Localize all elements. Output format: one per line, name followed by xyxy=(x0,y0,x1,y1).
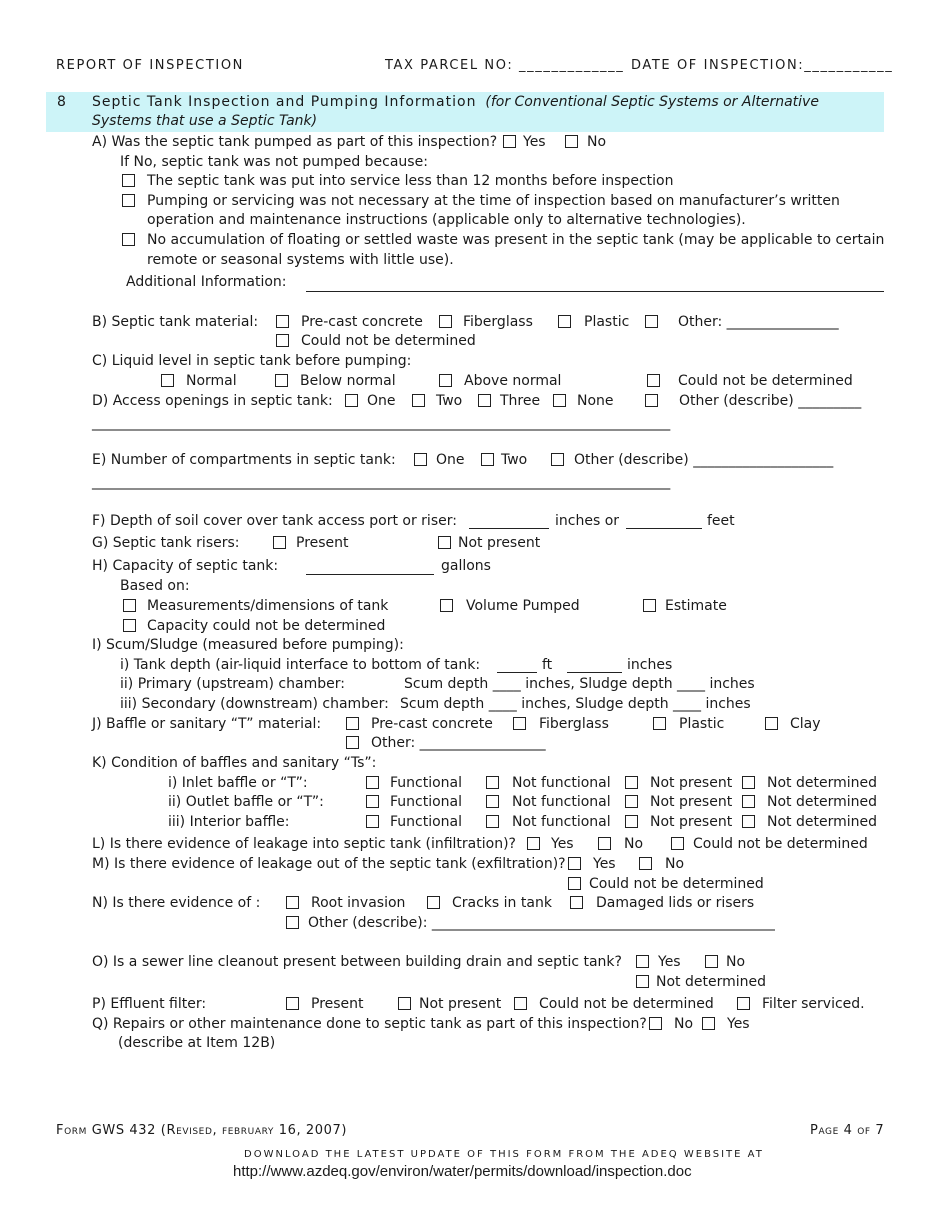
qj-other-checkbox[interactable] xyxy=(346,736,359,749)
qj-plastic-label: Plastic xyxy=(679,716,725,732)
qk-outlet-not-present-checkbox[interactable] xyxy=(625,795,638,808)
qi-primary-values[interactable]: Scum depth ____ inches, Sludge depth ____ inches xyxy=(404,676,755,692)
qp-serviced-label: Filter serviced. xyxy=(762,996,865,1012)
qk-inlet-label: i) Inlet baffle or “T”: xyxy=(168,775,308,791)
download-notice: DOWNLOAD THE LATEST UPDATE OF THIS FORM FROM THE ADEQ WEBSITE AT xyxy=(244,1149,764,1160)
qc-normal-checkbox[interactable] xyxy=(161,374,174,387)
qb-cnd-checkbox[interactable] xyxy=(276,334,289,347)
ql-yes-label: Yes xyxy=(551,836,574,852)
qq-yes-label: Yes xyxy=(727,1016,750,1032)
qi-inches-label: inches xyxy=(627,657,673,673)
qh-estimate-checkbox[interactable] xyxy=(643,599,656,612)
qg-not-present-label: Not present xyxy=(458,535,541,551)
qm-yes-label: Yes xyxy=(593,856,616,872)
qc-normal-label: Normal xyxy=(186,373,237,389)
question-h: H) Capacity of septic tank: xyxy=(92,558,279,574)
qk-interior-functional-checkbox[interactable] xyxy=(366,815,379,828)
qp-not-present-label: Not present xyxy=(419,996,502,1012)
qg-present-label: Present xyxy=(296,535,349,551)
qn-cracks-label: Cracks in tank xyxy=(452,895,552,911)
qe-other-checkbox[interactable] xyxy=(551,453,564,466)
qc-above-label: Above normal xyxy=(464,373,562,389)
additional-info-line[interactable] xyxy=(306,291,884,292)
qk-not-determined-label: Not determined xyxy=(767,794,877,810)
qn-lids-checkbox[interactable] xyxy=(570,896,583,909)
qf-feet-label: feet xyxy=(707,513,735,529)
qp-present-checkbox[interactable] xyxy=(286,997,299,1010)
qh-based-on: Based on: xyxy=(120,578,190,594)
qo-yes-label: Yes xyxy=(658,954,681,970)
qp-not-present-checkbox[interactable] xyxy=(398,997,411,1010)
qi-inches-line[interactable] xyxy=(567,672,622,673)
qd-one-checkbox[interactable] xyxy=(345,394,358,407)
qb-precast-label: Pre-cast concrete xyxy=(301,314,423,330)
section-subtitle-cont: Systems that use a Septic Tank) xyxy=(92,113,318,129)
question-i: I) Scum/Sludge (measured before pumping): xyxy=(92,637,404,653)
qa-yes-checkbox[interactable] xyxy=(503,135,516,148)
ql-no-checkbox[interactable] xyxy=(598,837,611,850)
question-l: L) Is there evidence of leakage into septic tank (infiltration)? xyxy=(92,836,516,852)
qj-precast-label: Pre-cast concrete xyxy=(371,716,493,732)
qa-reason3-checkbox[interactable] xyxy=(122,233,135,246)
qo-nd-checkbox[interactable] xyxy=(636,975,649,988)
qp-serviced-checkbox[interactable] xyxy=(737,997,750,1010)
qh-estimate-label: Estimate xyxy=(665,598,727,614)
qg-not-present-checkbox[interactable] xyxy=(438,536,451,549)
question-o: O) Is a sewer line cleanout present between building drain and septic tank? xyxy=(92,954,622,970)
qa-reason3-label: No accumulation of floating or settled waste was present in the septic tank (may be applicable to certain xyxy=(147,232,885,248)
qd-two-checkbox[interactable] xyxy=(412,394,425,407)
ql-yes-checkbox[interactable] xyxy=(527,837,540,850)
qd-other-checkbox[interactable] xyxy=(645,394,658,407)
qe-two-label: Two xyxy=(501,452,528,468)
qj-precast-checkbox[interactable] xyxy=(346,717,359,730)
qe-other-field[interactable]: Other (describe) ____________________ xyxy=(574,452,834,468)
qc-cnd-label: Could not be determined xyxy=(678,373,853,389)
qh-volume-label: Volume Pumped xyxy=(466,598,580,614)
qa-no-checkbox[interactable] xyxy=(565,135,578,148)
question-e: E) Number of compartments in septic tank: xyxy=(92,452,396,468)
qo-yes-checkbox[interactable] xyxy=(636,955,649,968)
qe-one-label: One xyxy=(436,452,465,468)
question-a: A) Was the septic tank pumped as part of this inspection? xyxy=(92,134,498,150)
qj-fiberglass-checkbox[interactable] xyxy=(513,717,526,730)
qo-nd-label: Not determined xyxy=(656,974,766,990)
report-title: REPORT OF INSPECTION xyxy=(56,58,244,73)
qi-secondary-label: iii) Secondary (downstream) chamber: xyxy=(120,696,389,712)
qk-functional-label: Functional xyxy=(390,814,463,830)
qk-inlet-not-functional-checkbox[interactable] xyxy=(486,776,499,789)
question-m: M) Is there evidence of leakage out of the septic tank (exfiltration)? xyxy=(92,856,566,872)
ql-cnd-checkbox[interactable] xyxy=(671,837,684,850)
question-k: K) Condition of baffles and sanitary “Ts”: xyxy=(92,755,377,771)
qq-yes-checkbox[interactable] xyxy=(702,1017,715,1030)
qn-other-field[interactable]: Other (describe): _________________________________________________ xyxy=(308,915,775,931)
qj-clay-checkbox[interactable] xyxy=(765,717,778,730)
qk-not-present-label: Not present xyxy=(650,775,733,791)
qc-below-label: Below normal xyxy=(300,373,396,389)
qc-above-checkbox[interactable] xyxy=(439,374,452,387)
qc-cnd-checkbox[interactable] xyxy=(647,374,660,387)
qb-other-field[interactable]: Other: ________________ xyxy=(678,314,839,330)
qa-yes-label: Yes xyxy=(523,134,546,150)
qp-cnd-label: Could not be determined xyxy=(539,996,714,1012)
qf-inches-line[interactable] xyxy=(469,528,549,529)
qm-no-label: No xyxy=(665,856,685,872)
qq-no-checkbox[interactable] xyxy=(649,1017,662,1030)
qk-interior-not-present-checkbox[interactable] xyxy=(625,815,638,828)
qh-capacity-line[interactable] xyxy=(306,574,434,575)
qk-not-functional-label: Not functional xyxy=(512,775,611,791)
qk-not-present-label: Not present xyxy=(650,814,733,830)
qk-outlet-functional-checkbox[interactable] xyxy=(366,795,379,808)
qi-secondary-values[interactable]: Scum depth ____ inches, Sludge depth ____ inches xyxy=(400,696,751,712)
qi-ft-line[interactable] xyxy=(497,672,537,673)
qk-outlet-not-functional-checkbox[interactable] xyxy=(486,795,499,808)
qk-functional-label: Functional xyxy=(390,794,463,810)
qk-interior-not-determined-checkbox[interactable] xyxy=(742,815,755,828)
qd-one-label: One xyxy=(367,393,396,409)
qa-reason3-label-cont: remote or seasonal systems with little use). xyxy=(147,252,454,268)
qk-inlet-not-present-checkbox[interactable] xyxy=(625,776,638,789)
qn-cracks-checkbox[interactable] xyxy=(427,896,440,909)
qb-other-checkbox[interactable] xyxy=(645,315,658,328)
question-d: D) Access openings in septic tank: xyxy=(92,393,333,409)
download-link[interactable]: http://www.azdeq.gov/environ/water/permits/download/inspection.doc xyxy=(233,1163,692,1180)
qh-measurements-label: Measurements/dimensions of tank xyxy=(147,598,389,614)
qm-cnd-checkbox[interactable] xyxy=(568,877,581,890)
qe-one-checkbox[interactable] xyxy=(414,453,427,466)
ql-no-label: No xyxy=(624,836,644,852)
qm-yes-checkbox[interactable] xyxy=(568,857,581,870)
qd-none-label: None xyxy=(577,393,614,409)
qb-plastic-label: Plastic xyxy=(584,314,630,330)
page-number: Page 4 of 7 xyxy=(810,1123,885,1138)
qh-gallons-label: gallons xyxy=(441,558,491,574)
qf-inches-label: inches or xyxy=(555,513,620,529)
qj-clay-label: Clay xyxy=(790,716,821,732)
qq-no-label: No xyxy=(674,1016,694,1032)
qn-root-label: Root invasion xyxy=(311,895,406,911)
qk-interior-label: iii) Interior baffle: xyxy=(168,814,290,830)
qa-reason2-label-cont: operation and maintenance instructions (applicable only to alternative technologies). xyxy=(147,212,746,228)
qa-reason2-label: Pumping or servicing was not necessary at the time of inspection based on manufacturer’s written xyxy=(147,193,840,209)
qg-present-checkbox[interactable] xyxy=(273,536,286,549)
qj-plastic-checkbox[interactable] xyxy=(653,717,666,730)
qb-precast-checkbox[interactable] xyxy=(276,315,289,328)
qn-other-checkbox[interactable] xyxy=(286,916,299,929)
qa-reason1-checkbox[interactable] xyxy=(122,174,135,187)
question-f: F) Depth of soil cover over tank access port or riser: xyxy=(92,513,457,529)
qn-root-checkbox[interactable] xyxy=(286,896,299,909)
qa-no-label: No xyxy=(587,134,607,150)
qb-cnd-label: Could not be determined xyxy=(301,333,476,349)
qq-note: (describe at Item 12B) xyxy=(118,1035,276,1051)
qb-plastic-checkbox[interactable] xyxy=(558,315,571,328)
question-c: C) Liquid level in septic tank before pumping: xyxy=(92,353,412,369)
qb-fiberglass-checkbox[interactable] xyxy=(439,315,452,328)
qh-cnd-label: Capacity could not be determined xyxy=(147,618,386,634)
qk-not-functional-label: Not functional xyxy=(512,794,611,810)
qh-volume-checkbox[interactable] xyxy=(440,599,453,612)
qj-fiberglass-label: Fiberglass xyxy=(539,716,609,732)
question-n: N) Is there evidence of : xyxy=(92,895,261,911)
qb-fiberglass-label: Fiberglass xyxy=(463,314,533,330)
question-j: J) Baffle or sanitary “T” material: xyxy=(92,716,322,732)
qk-functional-label: Functional xyxy=(390,775,463,791)
qa-reason1-label: The septic tank was put into service less than 12 months before inspection xyxy=(147,173,674,189)
qp-cnd-checkbox[interactable] xyxy=(514,997,527,1010)
qd-three-checkbox[interactable] xyxy=(478,394,491,407)
qo-no-label: No xyxy=(726,954,746,970)
qk-outlet-not-determined-checkbox[interactable] xyxy=(742,795,755,808)
qa-if-no-text: If No, septic tank was not pumped because: xyxy=(120,154,428,170)
section-title-block xyxy=(92,93,882,131)
qm-cnd-label: Could not be determined xyxy=(589,876,764,892)
question-g: G) Septic tank risers: xyxy=(92,535,240,551)
qe-two-checkbox[interactable] xyxy=(481,453,494,466)
qd-describe-line[interactable]: _____________________________________________________________________________________ xyxy=(92,415,671,431)
qn-lids-label: Damaged lids or risers xyxy=(596,895,755,911)
qk-interior-not-functional-checkbox[interactable] xyxy=(486,815,499,828)
qd-three-label: Three xyxy=(500,393,541,409)
qj-other-field[interactable]: Other: __________________ xyxy=(371,735,546,751)
qk-inlet-not-determined-checkbox[interactable] xyxy=(742,776,755,789)
qk-not-functional-label: Not functional xyxy=(512,814,611,830)
inspection-date-field[interactable]: DATE OF INSPECTION:___________ xyxy=(631,58,894,73)
additional-info-label: Additional Information: xyxy=(126,274,287,290)
qi-primary-label: ii) Primary (upstream) chamber: xyxy=(120,676,345,692)
qe-describe-line[interactable]: _____________________________________________________________________________________ xyxy=(92,474,671,490)
qh-cnd-checkbox[interactable] xyxy=(123,619,136,632)
qp-present-label: Present xyxy=(311,996,364,1012)
qd-none-checkbox[interactable] xyxy=(553,394,566,407)
qd-other-field[interactable]: Other (describe) _________ xyxy=(679,393,862,409)
qc-below-checkbox[interactable] xyxy=(275,374,288,387)
form-number: Form GWS 432 (Revised, february 16, 2007) xyxy=(56,1123,348,1138)
question-p: P) Effluent filter: xyxy=(92,996,207,1012)
section-title: Septic Tank Inspection and Pumping Information xyxy=(92,94,477,110)
qk-outlet-label: ii) Outlet baffle or “T”: xyxy=(168,794,324,810)
qd-two-label: Two xyxy=(436,393,463,409)
ql-cnd-label: Could not be determined xyxy=(693,836,868,852)
qk-not-determined-label: Not determined xyxy=(767,814,877,830)
qf-feet-line[interactable] xyxy=(626,528,702,529)
tax-parcel-field[interactable]: TAX PARCEL NO: _____________ xyxy=(385,58,625,73)
qo-no-checkbox[interactable] xyxy=(705,955,718,968)
section-subtitle: (for Conventional Septic Systems or Alternative xyxy=(485,94,819,110)
qk-not-determined-label: Not determined xyxy=(767,775,877,791)
qk-not-present-label: Not present xyxy=(650,794,733,810)
section-number: 8 xyxy=(57,94,66,110)
qk-inlet-functional-checkbox[interactable] xyxy=(366,776,379,789)
qh-measurements-checkbox[interactable] xyxy=(123,599,136,612)
question-b: B) Septic tank material: xyxy=(92,314,259,330)
qa-reason2-checkbox[interactable] xyxy=(122,194,135,207)
qi-tank-depth-label: i) Tank depth (air-liquid interface to bottom of tank: xyxy=(120,657,481,673)
qm-no-checkbox[interactable] xyxy=(639,857,652,870)
qi-ft-label: ft xyxy=(542,657,553,673)
question-q: Q) Repairs or other maintenance done to septic tank as part of this inspection? xyxy=(92,1016,647,1032)
